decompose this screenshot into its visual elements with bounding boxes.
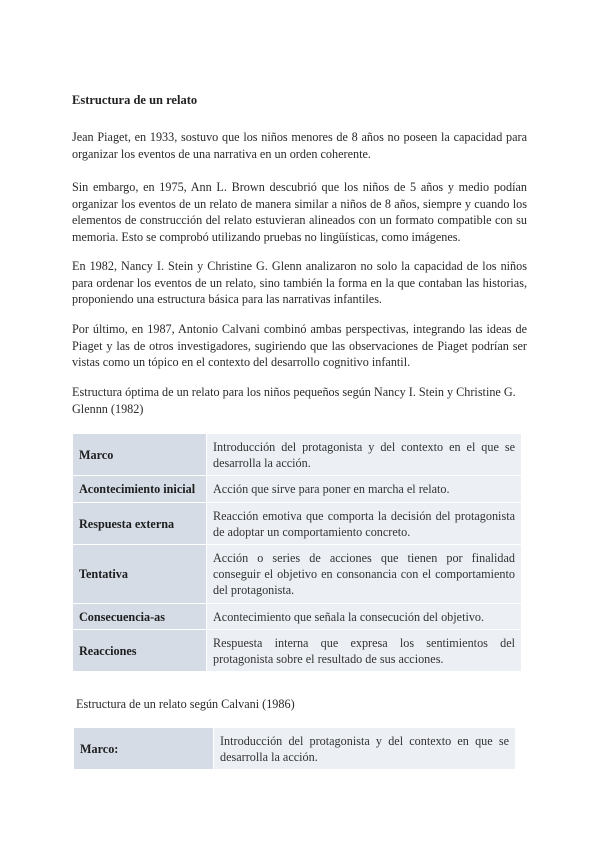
- table-key-cell: Tentativa: [73, 545, 207, 604]
- table1-caption: Estructura óptima de un relato para los niños pequeños según Nancy I. Stein y Christine G. Glennn (1982): [72, 385, 516, 416]
- table-row: [73, 503, 522, 545]
- table-value-cell: Introducción del protagonista y del contexto en que se desarrolla la acción.: [214, 728, 516, 770]
- table-key-cell: Respuesta externa: [73, 503, 207, 545]
- table2-caption: Estructura de un relato según Calvani (1986): [76, 697, 295, 711]
- table-value-cell: Introducción del protagonista y del contexto en el que se desarrolla la acción.: [207, 434, 522, 476]
- table-row: [73, 476, 522, 503]
- paragraph-stein-glenn: En 1982, Nancy I. Stein y Christine G. Glenn analizaron no solo la capacidad de los niños para ordenar los eventos de un relato, sino también la forma en la que contaban las historias, proponiendo una estructura básica para las narrativas infantiles.: [72, 259, 527, 306]
- table-value-cell: Acción que sirve para poner en marcha el relato.: [207, 476, 522, 503]
- table-row: [73, 630, 522, 672]
- table-key-cell: Acontecimiento inicial: [73, 476, 207, 503]
- stein-glenn-structure-table: [72, 433, 522, 672]
- table-value-cell: Acción o series de acciones que tienen por finalidad conseguir el objetivo en consonancia con el comportamiento del protagonista.: [207, 545, 522, 604]
- table-value-cell: Respuesta interna que expresa los sentimientos del protagonista sobre el resultado de sus acciones.: [207, 630, 522, 672]
- table-key-cell: Marco: [73, 434, 207, 476]
- page-title: Estructura de un relato: [72, 93, 198, 107]
- table-key-cell: Consecuencia-as: [73, 604, 207, 630]
- table-row: [74, 728, 516, 770]
- paragraph-brown: Sin embargo, en 1975, Ann L. Brown descubrió que los niños de 5 años y medio podían organizar los eventos de un relato de manera similar a niños de 8 años, siempre y cuando los elementos de construcción del relato estuvieran alineados con un formato compatible con su memoria. Esto se comprobó utilizando pruebas no lingüísticas, como imágenes.: [72, 180, 527, 244]
- table-value-cell: Reacción emotiva que comporta la decisión del protagonista de adoptar un comportamiento concreto.: [207, 503, 522, 545]
- paragraph-piaget: Jean Piaget, en 1933, sostuvo que los niños menores de 8 años no poseen la capacidad para organizar los eventos de una narrativa en un orden coherente.: [72, 130, 527, 161]
- table-row: [73, 604, 522, 630]
- table-row: [73, 545, 522, 604]
- table-value-cell: Acontecimiento que señala la consecución del objetivo.: [207, 604, 522, 630]
- table-key-cell: Reacciones: [73, 630, 207, 672]
- calvani-structure-table: [73, 727, 516, 770]
- paragraph-calvani: Por último, en 1987, Antonio Calvani combinó ambas perspectivas, integrando las ideas de Piaget y las de otros investigadores, sugiriendo que las observaciones de Piaget podrían ser vistas como un tópico en el contexto del desarrollo cognitivo infantil.: [72, 322, 527, 369]
- table-row: [73, 434, 522, 476]
- table-key-cell: Marco:: [74, 728, 214, 770]
